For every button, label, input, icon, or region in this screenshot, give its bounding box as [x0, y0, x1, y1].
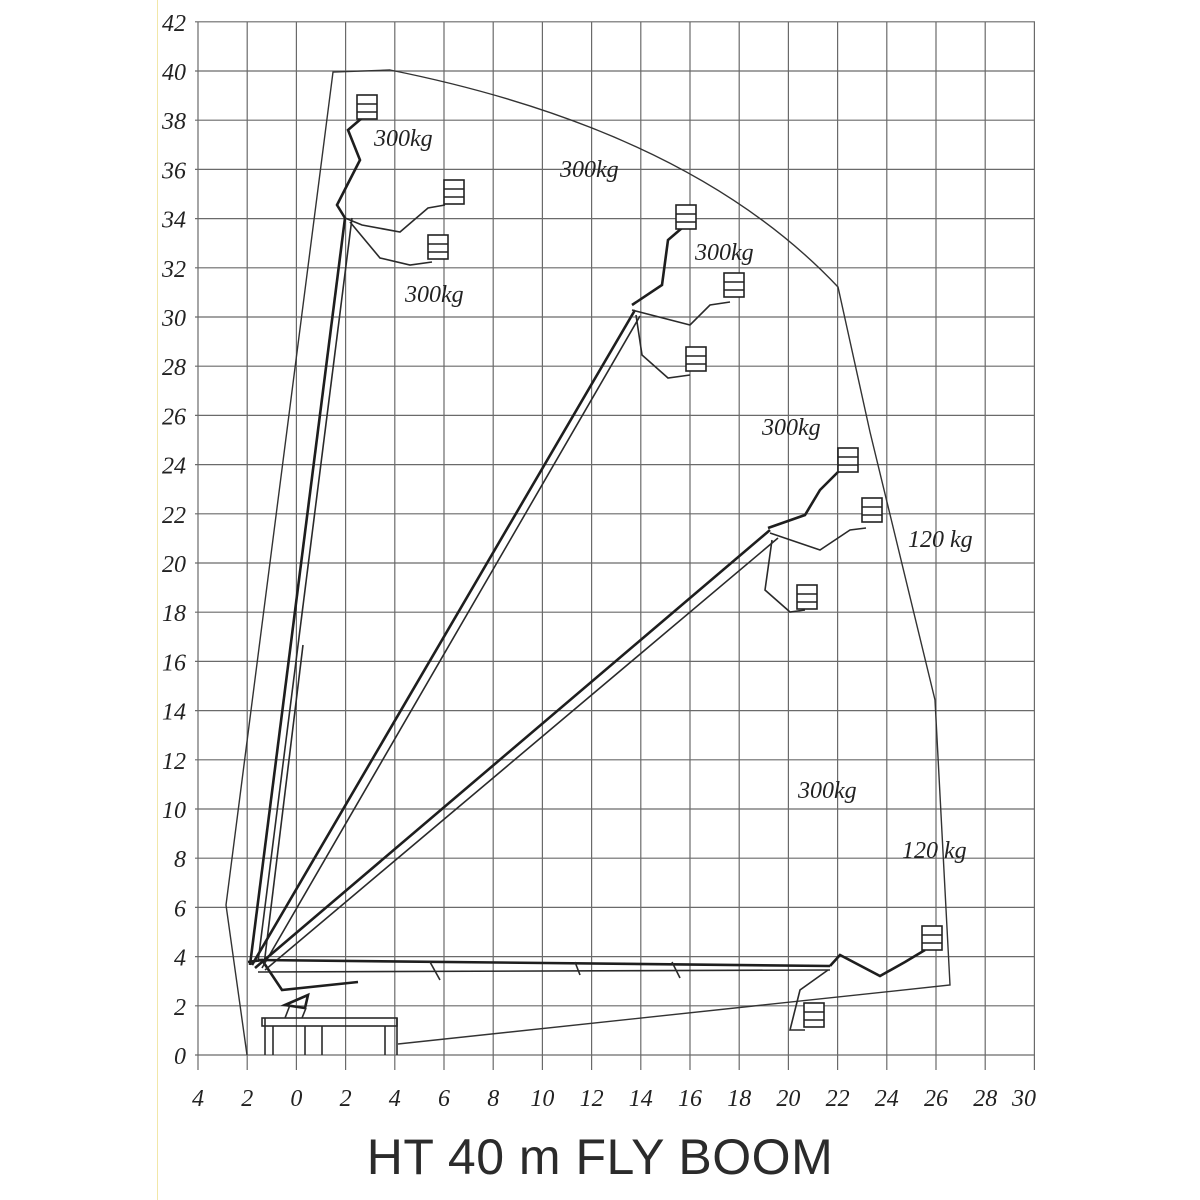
x-tick-label: 22 [825, 1086, 850, 1112]
y-tick-label: 16 [162, 650, 186, 677]
basket [862, 498, 882, 522]
basket [357, 95, 377, 119]
y-tick-label: 28 [162, 355, 186, 382]
basket [838, 448, 858, 472]
load-label: 300kg [695, 240, 754, 266]
basket [686, 347, 706, 371]
basket [444, 180, 464, 204]
y-tick-label: 30 [162, 306, 186, 332]
x-tick-label: 18 [727, 1086, 752, 1112]
x-tick-label: 16 [678, 1086, 702, 1112]
y-tick-label: 6 [174, 896, 186, 923]
y-tick-label: 42 [162, 10, 186, 37]
load-label: 300kg [762, 415, 821, 441]
x-axis-ticks [192, 1086, 1036, 1112]
load-label: 300kg [560, 157, 619, 183]
load-label: 300kg [374, 126, 433, 152]
boom-low-diagonal [255, 472, 866, 970]
y-axis-ticks [161, 11, 186, 1070]
x-tick-label: 28 [973, 1086, 998, 1112]
load-label: 300kg [405, 282, 464, 308]
chassis [248, 960, 397, 1055]
y-tick-label: 18 [162, 601, 186, 628]
y-tick-label: 14 [162, 699, 186, 726]
x-tick-label: 0 [290, 1086, 303, 1112]
basket [797, 585, 817, 609]
y-tick-label: 36 [162, 158, 186, 185]
basket [804, 1003, 824, 1027]
x-tick-label: 4 [192, 1086, 204, 1112]
x-tick-label: 8 [487, 1086, 500, 1112]
boom-vertical [250, 118, 445, 965]
load-label: 300kg [798, 778, 857, 804]
x-tick-label: 2 [241, 1086, 254, 1112]
x-tick-label: 10 [530, 1086, 555, 1112]
x-tick-label: 24 [874, 1086, 899, 1112]
basket [922, 926, 942, 950]
diagram-title: HT 40 m FLY BOOM [366, 1129, 834, 1185]
x-tick-label: 2 [339, 1086, 352, 1112]
y-tick-label: 20 [162, 552, 186, 578]
boom-high-diagonal [252, 228, 730, 968]
y-tick-label: 34 [162, 207, 186, 234]
y-tick-label: 12 [162, 748, 186, 775]
x-tick-label: 4 [388, 1086, 401, 1112]
load-label: 120 kg [908, 527, 973, 553]
basket [676, 205, 696, 229]
x-tick-label: 12 [579, 1086, 604, 1112]
y-tick-label: 2 [174, 994, 186, 1021]
y-tick-label: 4 [174, 945, 186, 972]
y-tick-label: 22 [162, 502, 186, 529]
y-tick-label: 24 [162, 453, 186, 480]
y-tick-label: 8 [174, 847, 186, 874]
x-tick-label: 14 [628, 1086, 653, 1112]
x-tick-label: 6 [438, 1086, 450, 1112]
y-tick-label: 0 [174, 1044, 186, 1070]
y-tick-label: 38 [162, 109, 186, 136]
x-tick-label: 26 [924, 1086, 948, 1112]
load-label: 120 kg [902, 838, 967, 864]
y-tick-label: 32 [162, 256, 186, 283]
y-tick-label: 40 [162, 60, 186, 86]
basket [428, 235, 448, 259]
y-tick-label: 10 [162, 798, 186, 824]
x-tick-label: 20 [776, 1086, 801, 1112]
y-tick-label: 26 [162, 404, 186, 431]
x-tick-label: 30 [1012, 1086, 1036, 1112]
basket [724, 273, 744, 297]
